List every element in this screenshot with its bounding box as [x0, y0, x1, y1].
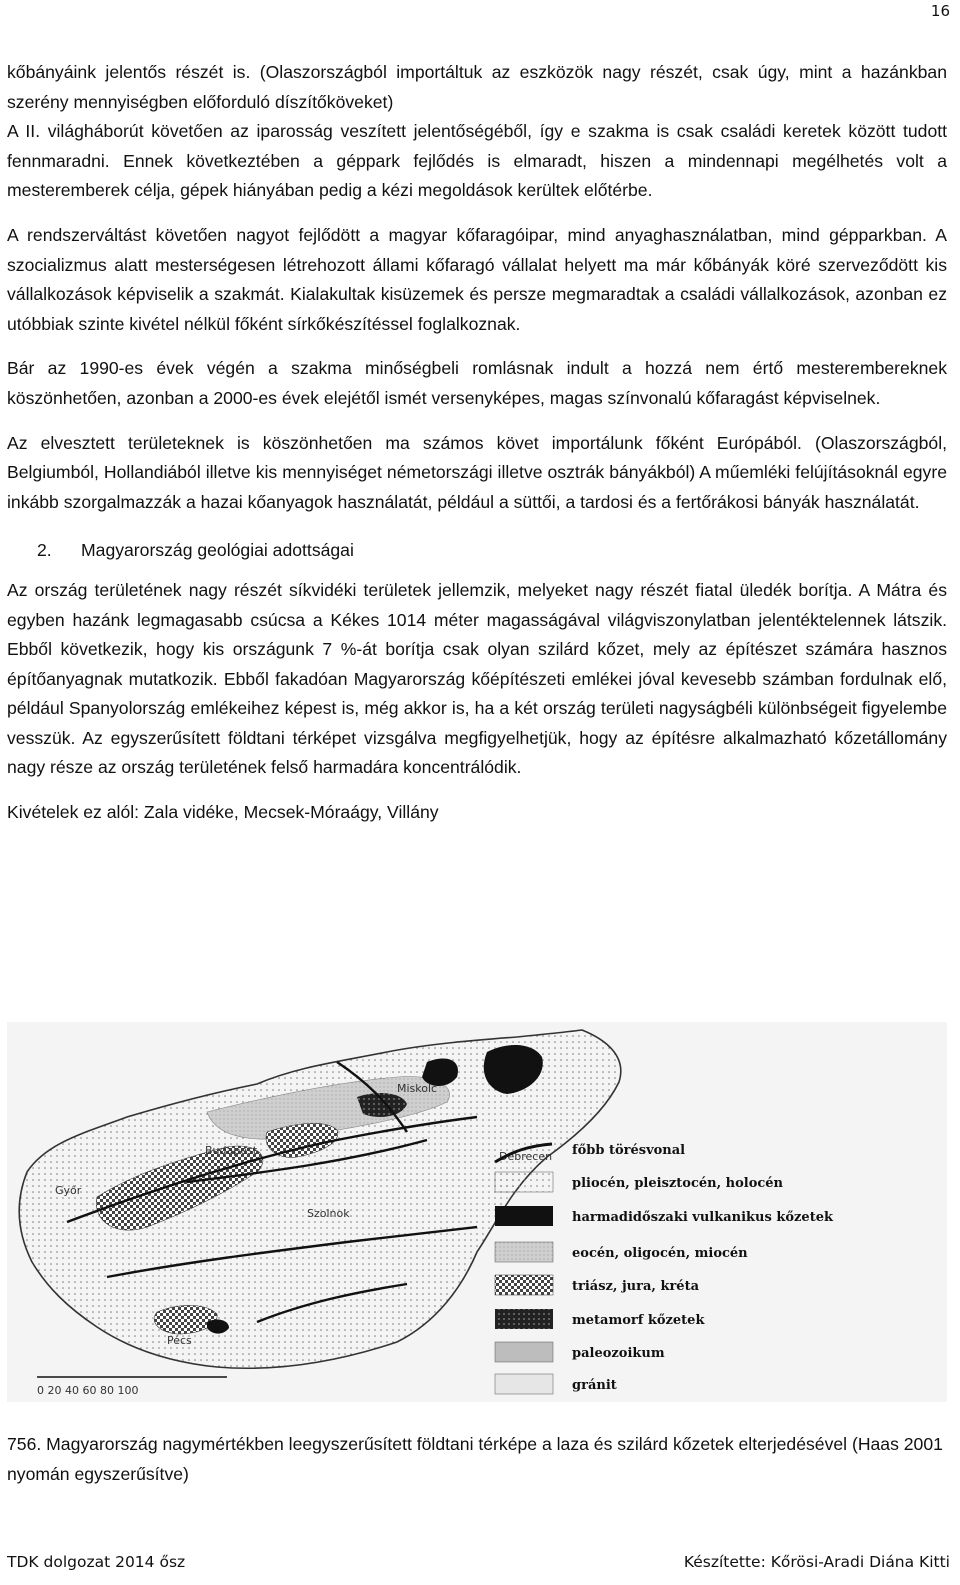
- paragraph-7: Kivételek ez alól: Zala vidéke, Mecsek-Móraágy, Villány: [7, 802, 439, 823]
- legend-symbol-pliocene: [495, 1172, 553, 1192]
- legend-label-eocene: eocén, oligocén, miocén: [572, 1246, 748, 1261]
- city-miskolc: Miskolc: [397, 1082, 438, 1095]
- paragraph-2: A II. világháborút követően az iparosság veszített jelentőségéből, így e szakma is csak családi keretek között tudott fennmaradni. Ennek következtében a géppark fejlődés is elmaradt, hiszen a mindennapi megélhetés volt a mesteremberek célja, gépek hiányában pedig a kézi megoldások kerültek előtérbe.: [7, 121, 947, 201]
- scale-label: 0 20 40 60 80 100: [37, 1384, 139, 1397]
- city-budapest: Budapest: [205, 1144, 258, 1157]
- geological-map-figure: [7, 1022, 947, 1402]
- page-number: 16: [930, 2, 950, 20]
- legend-label-granite: gránit: [572, 1378, 617, 1393]
- legend-label-fault: főbb törésvonal: [572, 1143, 686, 1158]
- city-debrecen: Debrecen: [499, 1150, 553, 1163]
- city-pecs: Pécs: [167, 1334, 192, 1347]
- legend-symbol-granite: [495, 1374, 553, 1394]
- paragraph-5: Az elvesztett területeknek is köszönhetően ma számos követ importálunk főként Európából. (Olaszországból, Belgiumból, Hollandiából illetve kis mennyiséget németországi illetve osztrák bányákból) A műemléki felújításoknál egyre inkább szorgalmazzák a hazai kőanyagok használatát, például a süttői, a tardosi és a fertőrákosi bányák használatát.: [7, 432, 947, 512]
- section-number: 2.: [37, 540, 52, 561]
- geological-map: [7, 1022, 947, 1402]
- city-szolnok: Szolnok: [307, 1207, 350, 1220]
- legend-symbol-metamorphic: [495, 1309, 553, 1329]
- figure-caption: 756. Magyarország nagymértékben leegyszerűsített földtani térképe a laza és szilárd kőzetek elterjedésével (Haas 2001 nyomán egyszerűsítve): [7, 1434, 943, 1484]
- legend-symbol-paleozoic: [495, 1342, 553, 1362]
- legend-label-triassic: triász, jura, kréta: [572, 1279, 700, 1294]
- footer-left: TDK dolgozat 2014 ősz: [7, 1553, 186, 1571]
- page-footer: [7, 1553, 950, 1571]
- legend-label-volcanic: harmadidőszaki vulkanikus kőzetek: [572, 1210, 833, 1225]
- section-title: Magyarország geológiai adottságai: [81, 540, 354, 561]
- legend-symbol-volcanic: [495, 1206, 553, 1226]
- legend-label-metamorphic: metamorf kőzetek: [572, 1313, 705, 1328]
- legend-symbol-eocene: [495, 1242, 553, 1262]
- paragraph-1: kőbányáink jelentős részét is. (Olaszországból importáltuk az eszközök nagy részét, csak úgy, mint a hazánkban szerény mennyiségben előforduló díszítőköveket): [7, 62, 947, 112]
- legend-label-paleozoic: paleozoikum: [572, 1346, 665, 1361]
- footer-right: Készítette: Kőrösi-Aradi Diána Kitti: [683, 1553, 950, 1571]
- legend-symbol-triassic: [495, 1275, 553, 1295]
- paragraph-4: Bár az 1990-es évek végén a szakma minőségbeli romlásnak indult a hozzá nem értő mesterembereknek köszönhetően, azonban a 2000-es évek elejétől ismét versenyképes, magas színvonalú kőfaragást képviselnek.: [7, 358, 947, 408]
- document-body: [7, 58, 947, 828]
- paragraph-3: A rendszerváltást követően nagyot fejlődött a magyar kőfaragóipar, mind anyaghasználatban, mind gépparkban. A szocializmus alatt mesterségesen létrehozott állami kőfaragó vállalat helyett ma már kőbányák köré szerveződött kis vállalkozások képviselik a szakmát. Kialakultak kisüzemek és persze megmaradtak a családi vállalkozások, azonban ez utóbbiak szinte kivétel nélkül főként sírkőkészítéssel foglalkoznak.: [7, 224, 947, 334]
- section-heading: [7, 536, 947, 566]
- paragraph-6: Az ország területének nagy részét síkvidéki területek jellemzik, melyeket nagy részét fiatal üledék borítja. A Mátra és egyben hazánk legmagasabb csúcsa a Kékes 1014 méter magasságával világviszonylatban jelentéktelennek látszik. Ebből következik, hogy kis országunk 7 %-át borítja csak olyan szilárd kőzet, mely az építészet számára hasznos építőanyagnak mutatkozik. Ebből fakadóan Magyarország kőépítészeti emlékei jóval kevesebb számban fordulnak elő, például Spanyolország emlékeihez képest is, még akkor is, ha a két ország területi nagyságbéli különbségeit figyelembe vesszük. Az egyszerűsített földtani térképet vizsgálva megfigyelhetjük, hogy az építésre alkalmazható kőzetállomány nagy része az ország területének felső harmadára koncentrálódik.: [7, 579, 947, 778]
- legend-label-pliocene: pliocén, pleisztocén, holocén: [572, 1176, 784, 1191]
- city-gyor: Győr: [55, 1184, 82, 1197]
